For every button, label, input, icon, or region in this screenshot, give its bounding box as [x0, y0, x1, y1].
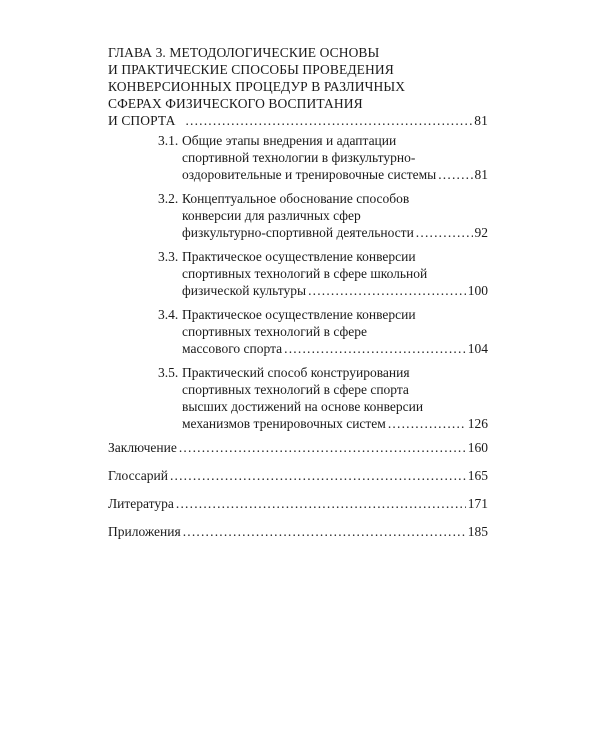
toc-section-3-1[interactable] — [108, 132, 488, 183]
section-entry-row — [182, 224, 488, 241]
chapter-heading — [108, 44, 488, 129]
dot-leader — [176, 495, 466, 512]
dot-leader — [388, 415, 466, 432]
section-number: 3.3. — [158, 249, 179, 264]
section-title-line: Практический способ конструирования — [182, 365, 410, 380]
section-title-line: Концептуальное обоснование способов — [182, 191, 410, 206]
section-title-line: Общие этапы внедрения и адаптации — [182, 133, 397, 148]
backmatter-list — [108, 439, 488, 540]
section-title-last-line: физической культуры — [182, 283, 307, 298]
toc-section-3-4[interactable] — [108, 306, 488, 357]
toc-references[interactable] — [108, 495, 488, 512]
section-list — [108, 132, 488, 432]
page-number: 92 — [474, 225, 488, 240]
section-number: 3.5. — [158, 365, 179, 380]
page-number: 171 — [467, 496, 488, 511]
section-title-last-line: оздоровительные и тренировочные системы — [182, 167, 437, 182]
page-number: 185 — [467, 524, 488, 539]
section-entry-row — [182, 415, 488, 432]
section-title-last-line: механизмов тренировочных систем — [182, 416, 386, 431]
page-number: 160 — [467, 440, 488, 455]
page-number: 81 — [474, 167, 488, 182]
chapter-entry-row[interactable] — [108, 112, 488, 129]
dot-leader — [183, 523, 466, 540]
backmatter-label: Заключение — [108, 440, 177, 455]
section-title-last-line: массового спорта — [182, 341, 283, 356]
chapter-title-line: ГЛАВА 3. МЕТОДОЛОГИЧЕСКИЕ ОСНОВЫ — [108, 45, 380, 60]
section-entry-row — [182, 166, 488, 183]
section-number: 3.1. — [158, 133, 179, 148]
section-number: 3.2. — [158, 191, 179, 206]
section-title-line: Практическое осуществление конверсии — [182, 249, 416, 264]
dot-leader — [438, 166, 472, 183]
section-number: 3.4. — [158, 307, 179, 322]
section-title-line: Практическое осуществление конверсии — [182, 307, 416, 322]
toc-section-3-2[interactable] — [108, 190, 488, 241]
section-title-line: спортивных технологий в сфере школьной — [182, 266, 428, 281]
chapter-title-line: СФЕРАХ ФИЗИЧЕСКОГО ВОСПИТАНИЯ — [108, 96, 363, 111]
toc-conclusion[interactable] — [108, 439, 488, 456]
dot-leader — [416, 224, 473, 241]
toc-appendices[interactable] — [108, 523, 488, 540]
section-title-line: конверсии для различных сфер — [182, 208, 361, 223]
toc-section-3-3[interactable] — [108, 248, 488, 299]
backmatter-label: Глоссарий — [108, 468, 168, 483]
table-of-contents — [108, 44, 488, 551]
dot-leader — [284, 340, 466, 357]
backmatter-label: Приложения — [108, 524, 181, 539]
toc-section-3-5[interactable] — [108, 364, 488, 432]
backmatter-label: Литература — [108, 496, 174, 511]
page-number: 81 — [474, 113, 488, 128]
chapter-title-line: КОНВЕРСИОННЫХ ПРОЦЕДУР В РАЗЛИЧНЫХ — [108, 79, 406, 94]
section-entry-row — [182, 340, 488, 357]
section-title-last-line: физкультурно-спортивной деятельности — [182, 225, 414, 240]
chapter-title-last-line: И СПОРТА — [108, 113, 176, 128]
dot-leader — [308, 282, 466, 299]
section-title-line: спортивных технологий в сфере спорта — [182, 382, 409, 397]
section-title-line: спортивной технологии в физкультурно- — [182, 150, 416, 165]
dot-leader — [185, 112, 472, 129]
toc-glossary[interactable] — [108, 467, 488, 484]
page-number: 126 — [467, 416, 488, 431]
section-title-line: высших достижений на основе конверсии — [182, 399, 424, 414]
section-entry-row — [182, 282, 488, 299]
page-number: 104 — [467, 341, 488, 356]
page-number: 100 — [467, 283, 488, 298]
page-number: 165 — [467, 468, 488, 483]
dot-leader — [179, 439, 466, 456]
chapter-title-line: И ПРАКТИЧЕСКИЕ СПОСОБЫ ПРОВЕДЕНИЯ — [108, 62, 394, 77]
dot-leader — [170, 467, 466, 484]
section-title-line: спортивных технологий в сфере — [182, 324, 367, 339]
